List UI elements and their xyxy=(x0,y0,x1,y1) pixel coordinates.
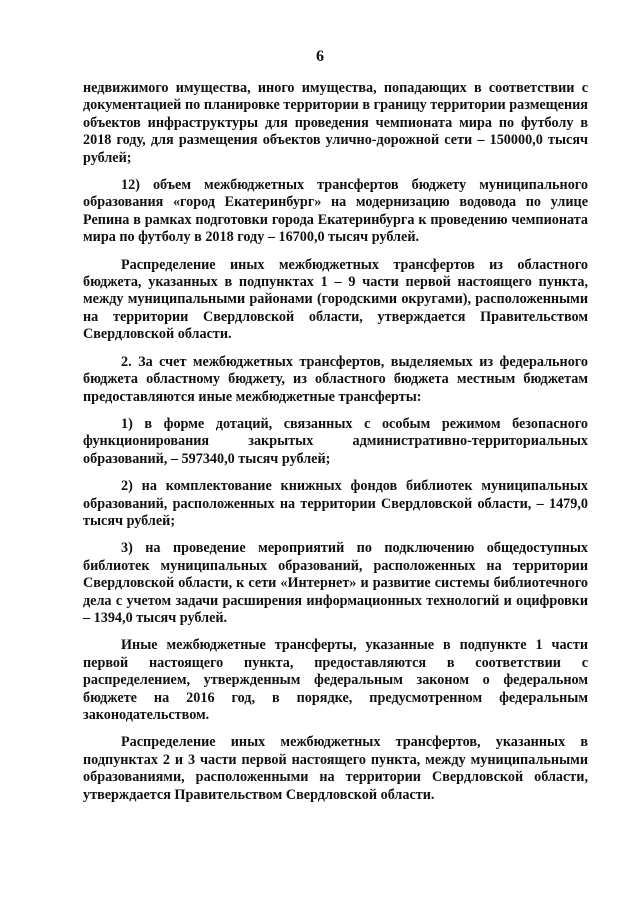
page-number: 6 xyxy=(316,48,324,65)
document-body xyxy=(83,80,588,814)
paragraph-continuation: недвижимого имущества, иного имущества, попадающих в соответствии с документацией по планировке территории в границу территории размещения объектов инфраструктуры для проведения чемпионата мира по футболу в 2018 году, для размещения объектов улично-дорожной сети – 150000,0 тысяч рублей; xyxy=(83,80,588,166)
paragraph-federal-distribution: Иные межбюджетные трансферты, указанные в подпункте 1 части первой настоящего пункта, предоставляются в соответствии с распределением, утвержденным федеральным законом о федеральном бюджете на 2016 год, в порядке, предусмотренном федеральным законодательством. xyxy=(83,637,588,723)
paragraph-item-2: 2) на комплектование книжных фондов библиотек муниципальных образований, расположенных на территории Свердловской области, – 1479,0 тысяч рублей; xyxy=(83,478,588,529)
paragraph-distribution-regional: Распределение иных межбюджетных трансфертов из областного бюджета, указанных в подпунктах 1 – 9 части первой настоящего пункта, между муниципальными районами (городскими округами), расположенными на территории Свердловской области, утверждается Правительством Свердловской области. xyxy=(83,256,588,343)
paragraph-item-1: 1) в форме дотаций, связанных с особым режимом безопасного функционирования закрытых административно-территориальных образований, – 597340,0 тысяч рублей; xyxy=(83,415,588,467)
paragraph-distribution-items-2-3: Распределение иных межбюджетных трансфертов, указанных в подпунктах 2 и 3 части первой настоящего пункта, между муниципальными образованиями, расположенными на территории Свердловской области, утверждается Правительством Свердловской области. xyxy=(83,734,588,803)
paragraph-item-12: 12) объем межбюджетных трансфертов бюджету муниципального образования «город Екатеринбург» на модернизацию водовода по улице Репина в рамках подготовки города Екатеринбурга к проведению чемпионата мира по футболу в 2018 году – 16700,0 тысяч рублей. xyxy=(83,177,588,246)
paragraph-section-2: 2. За счет межбюджетных трансфертов, выделяемых из федерального бюджета областному бюджету, из областного бюджета местным бюджетам предоставляются иные межбюджетные трансферты: xyxy=(83,353,588,405)
paragraph-item-3: 3) на проведение мероприятий по подключению общедоступных библиотек муниципальных образований, расположенных на территории Свердловской области, к сети «Интернет» и развитие системы библиотечного дела с учетом задачи расширения информационных технологий и оцифровки – 1394,0 тысяч рублей. xyxy=(83,540,588,626)
